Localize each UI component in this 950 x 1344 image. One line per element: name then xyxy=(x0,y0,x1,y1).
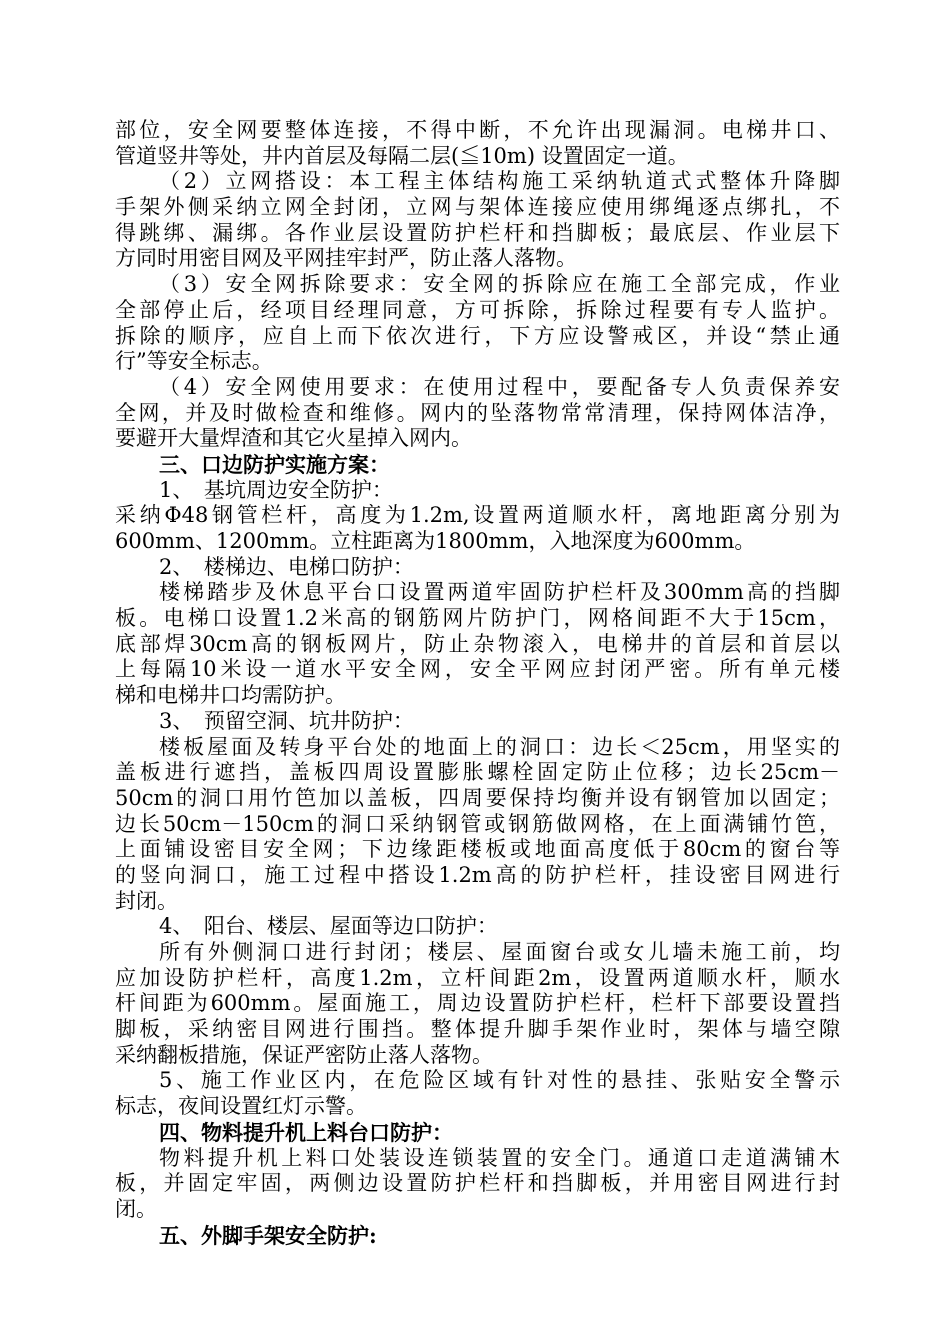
text-line: 脚板，采纳密目网进行围挡。整体提升脚手架作业时，架体与墙空隙 xyxy=(115,1017,840,1042)
text-line: 盖板进行遮挡，盖板四周设置膨胀螺栓固定防止位移；边长25cm－ xyxy=(115,760,840,785)
text-line: 底部焊30cm高的钢板网片，防止杂物滚入，电梯井的首层和首层以 xyxy=(115,631,840,656)
text-line: 2、 楼梯边、电梯口防护： xyxy=(159,554,414,579)
text-line: 得跳绑、漏绑。各作业层设置防护栏杆和挡脚板；最底层、作业层下 xyxy=(115,220,840,245)
text-line: 采纳翻板措施，保证严密防止落人落物。 xyxy=(115,1042,493,1067)
text-line: 手架外侧采纳立网全封闭，立网与架体连接应使用绑绳逐点绑扎，不 xyxy=(115,195,840,220)
text-line: 杆间距为600mm。屋面施工，周边设置防护栏杆，栏杆下部要设置挡 xyxy=(115,991,840,1016)
document-page xyxy=(115,118,840,1248)
text-line: 所有外侧洞口进行封闭；楼层、屋面窗台或女儿墙未施工前，均 xyxy=(159,940,840,964)
text-line: 全部停止后，经项目经理同意，方可拆除，拆除过程要有专人监护。 xyxy=(115,297,840,322)
text-line: 应加设防护栏杆，高度1.2m，立杆间距2m，设置两道顺水杆，顺水 xyxy=(115,965,840,990)
text-line: 3、 预留空洞、坑井防护： xyxy=(159,708,414,733)
text-line: 梯和电梯井口均需防护。 xyxy=(115,683,346,708)
text-line: 物料提升机上料口处装设连锁装置的安全门。通道口走道满铺木 xyxy=(159,1145,840,1170)
text-line: 板。电梯口设置1.2米高的钢筋网片防护门，网格间距不大于15cm， xyxy=(115,606,840,631)
text-line: 1、 基坑周边安全防护： xyxy=(159,477,393,502)
text-line: 600mm、1200mm。立柱距离为1800mm，入地深度为600mm。 xyxy=(115,529,756,553)
text-line: 板，并固定牢固，两侧边设置防护栏杆和挡脚板，并用密目网进行封 xyxy=(115,1171,840,1196)
section-heading: 五、外脚手架安全防护: xyxy=(159,1222,377,1248)
text-line: 方同时用密目网及平网挂牢封严，防止落人落物。 xyxy=(115,246,577,271)
text-line: 4、 阳台、楼层、屋面等边口防护： xyxy=(159,914,498,939)
text-line: 5、施工作业区内，在危险区域有针对性的悬挂、张贴安全警示 xyxy=(159,1068,840,1093)
text-line: 拆除的顺序，应自上而下依次进行，下方应设警戒区，并设“禁止通 xyxy=(115,323,840,348)
text-line: 标志，夜间设置红灯示警。 xyxy=(115,1094,367,1119)
text-line: 要避开大量焊渣和其它火星掉入网内。 xyxy=(115,426,472,451)
text-line: 全网，并及时做检查和维修。网内的坠落物常常清理，保持网体洁净， xyxy=(115,400,840,425)
text-line: 的竖向洞口，施工过程中搭设1.2m高的防护栏杆，挂设密目网进行 xyxy=(115,862,840,887)
text-line: 上每隔10米设一道水平安全网，安全平网应封闭严密。所有单元楼 xyxy=(115,657,840,682)
text-line: 部位，安全网要整体连接，不得中断，不允许出现漏洞。电梯井口、 xyxy=(115,118,840,142)
section-heading: 三、口边防护实施方案： xyxy=(159,451,390,477)
text-line: 50cm的洞口用竹笆加以盖板，四周要保持均衡并设有钢管加以固定； xyxy=(115,785,840,810)
text-line: 楼梯踏步及休息平台口设置两道牢固防护栏杆及300mm高的挡脚 xyxy=(159,580,840,605)
text-line: （4）安全网使用要求：在使用过程中，要配备专人负责保养安 xyxy=(159,374,840,399)
text-line: 行”等安全标志。 xyxy=(115,349,273,374)
text-line: 管道竖井等处，井内首层及每隔二层(≦10m) 设置固定一道。 xyxy=(115,143,689,168)
text-line: 边长50cm－150cm的洞口采纳钢管或钢筋做网格，在上面满铺竹笆， xyxy=(115,811,840,836)
text-line: 楼板屋面及转身平台处的地面上的洞口：边长＜25cm，用坚实的 xyxy=(159,734,840,759)
section-heading: 四、物料提升机上料台口防护： xyxy=(159,1119,453,1145)
text-line: 封闭。 xyxy=(115,888,178,913)
text-line: 上面铺设密目安全网；下边缘距楼板或地面高度低于80cm的窗台等 xyxy=(115,837,840,862)
text-line: 闭。 xyxy=(115,1196,157,1221)
text-line: （3）安全网拆除要求：安全网的拆除应在施工全部完成，作业 xyxy=(159,272,840,297)
text-line: 采纳Φ48钢管栏杆，高度为1.2m,设置两道顺水杆，离地距离分别为 xyxy=(115,503,840,528)
text-line: （2）立网搭设：本工程主体结构施工采纳轨道式式整体升降脚 xyxy=(159,169,840,194)
